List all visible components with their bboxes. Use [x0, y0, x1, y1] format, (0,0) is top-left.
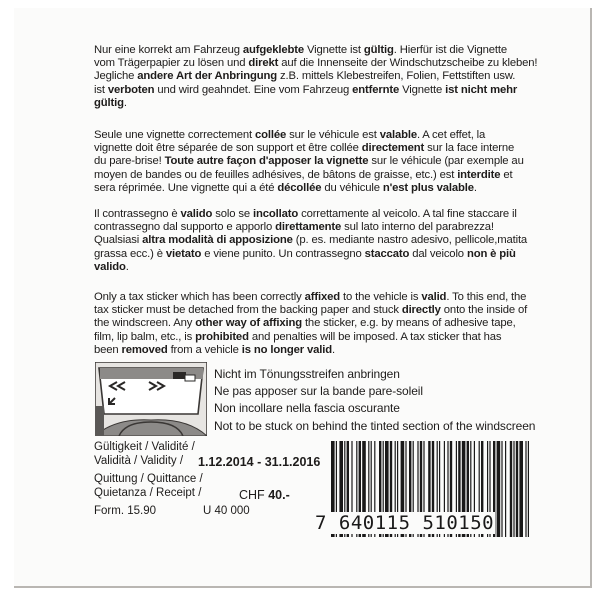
english-line-1: Only a tax sticker which has been correctly affixed to the vehicle is valid. To this end, the — [94, 291, 527, 303]
german-line-5: gültig. — [94, 96, 127, 109]
barcode-bar — [525, 441, 526, 537]
instructions-english — [94, 291, 572, 357]
barcode-bar — [528, 441, 529, 537]
french-line-4: moyen de bandes ou de feuilles adhésives, de bâtons de graisse, etc.) est interdite et — [94, 168, 513, 181]
french-line-2: vignette doit être séparée de son support et être collée directement sur la face interne — [94, 142, 515, 155]
english-line-3: the windscreen. Any other way of affixing the sticker, e.g. by means of adhesive tape, — [94, 317, 516, 330]
french-line-5: sera réprimée. Une vignette qui a été décollée du véhicule n'est plus valable. — [94, 181, 477, 194]
amount: 40.- — [268, 488, 290, 502]
italian-line-3: Qualsiasi altra modalità di apposizione (p. es. mediante nastro adesivo, pellicole,matita — [94, 234, 528, 247]
barcode-bar — [519, 441, 523, 537]
barcode-bar — [516, 441, 518, 537]
barcode-bar — [513, 441, 514, 537]
barcode-bar — [501, 441, 502, 537]
german-line-3: Jegliche andere Art der Anbringung z.B. mittels Klebestreifen, Folien, Fettstiften usw. — [94, 70, 516, 83]
barcode-bar — [510, 441, 512, 537]
english-line-5: been removed from a vehicle is no longer valid. — [94, 343, 335, 356]
warning-french: Ne pas apposer sur la bande pare-soleil — [214, 384, 423, 399]
validity-period: 1.12.2014 - 31.1.2016 — [198, 455, 321, 469]
windscreen-placement-warnings — [214, 366, 535, 435]
italian-line-5: valido. — [94, 260, 129, 273]
warning-english: Not to be stuck on behind the tinted section of the windscreen — [214, 418, 536, 433]
italian-line-4: grassa ecc.) è vietato e viene punito. Un contrassegno staccato dal veicolo non è più — [94, 247, 516, 260]
windscreen-diagram-icon — [95, 362, 207, 436]
barcode-digits: 7 640115 510150 — [315, 512, 495, 534]
instructions-german — [94, 44, 572, 110]
barcode-bar — [505, 441, 506, 537]
english-line-2: tax sticker must be detached from the backing paper and stuck directly onto the inside of — [94, 304, 528, 317]
french-line-3: du pare-brise! Toute autre façon d'apposer la vignette sur le véhicule (par exemple au — [94, 155, 524, 168]
barcode-bar — [497, 441, 501, 537]
italian-line-1: Il contrassegno è valido solo se incollato correttamente al veicolo. A tal fine staccare il — [94, 208, 517, 220]
currency: CHF — [239, 488, 265, 502]
german-line-4: ist verboten und wird geahndet. Eine vom Fahrzeug entfernte Vignette ist nicht mehr — [94, 83, 518, 96]
warning-german: Nicht im Tönungsstreifen anbringen — [214, 367, 400, 381]
italian-line-2: contrassegno dal supporto e apporlo direttamente sul lato interno del parabrezza! — [94, 221, 494, 234]
german-line-1: Nur eine korrekt am Fahrzeug aufgeklebte Vignette ist gültig. Hierfür ist die Vignette — [94, 44, 508, 56]
warning-italian: Non incollare nella fascia oscurante — [214, 401, 400, 416]
instructions-french — [94, 129, 572, 195]
validity-label: Gültigkeit / Validité / Validità / Validity / — [94, 441, 195, 467]
price — [239, 488, 290, 502]
instructions-italian — [94, 208, 572, 274]
french-line-1: Seule une vignette correctement collée sur le véhicule est valable. A cet effet, la — [94, 129, 486, 141]
german-line-2: vom Trägerpapier zu lösen und direkt auf die Innenseite der Windschutzscheibe zu kleben! — [94, 57, 538, 70]
english-line-4: film, lip balm, etc., is prohibited and penalties will be imposed. A tax sticker that has — [94, 330, 502, 343]
receipt-label: Quittung / Quittance / Quietanza / Receipt / — [94, 473, 203, 499]
u-number: U 40 000 — [203, 505, 250, 517]
form-number: Form. 15.90 — [94, 505, 156, 517]
